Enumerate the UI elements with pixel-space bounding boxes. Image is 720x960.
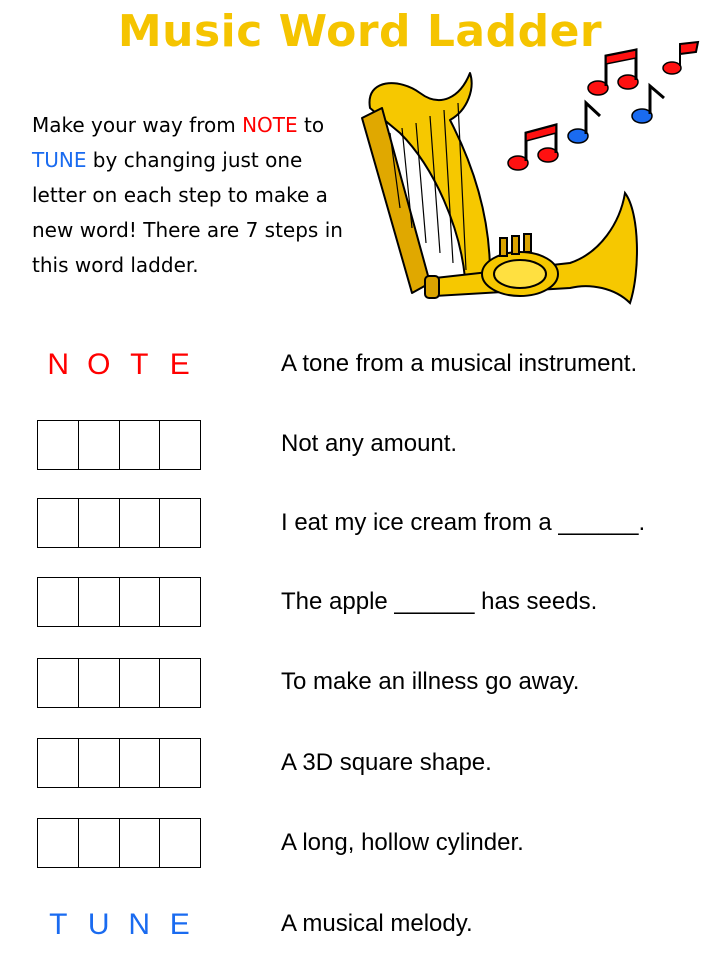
- music-notes-icon: [508, 42, 698, 170]
- clue-7: A long, hollow cylinder.: [281, 829, 524, 856]
- clue-8: A musical melody.: [281, 910, 473, 937]
- page-title: Music Word Ladder: [117, 6, 603, 57]
- clue-6: A 3D square shape.: [281, 749, 492, 776]
- answer-boxes-1[interactable]: [37, 420, 201, 470]
- end-word-inline: TUNE: [32, 148, 87, 172]
- clue-1: A tone from a musical instrument.: [281, 350, 638, 377]
- end-word-letters: T U N E: [49, 908, 190, 941]
- instructions: Make your way from NOTE to TUNE by changing just one letter on each step to make a new word! There are 7 steps in this word ladder.: [32, 113, 343, 277]
- start-word-letters: N O T E: [47, 348, 190, 381]
- answer-boxes-4[interactable]: [37, 658, 201, 708]
- answer-boxes-5[interactable]: [37, 738, 201, 788]
- answer-boxes-2[interactable]: [37, 498, 201, 548]
- answer-boxes-6[interactable]: [37, 818, 201, 868]
- clue-5: To make an illness go away.: [281, 668, 580, 695]
- music-illustration: [340, 38, 710, 308]
- clue-2: Not any amount.: [281, 430, 458, 457]
- clue-3: I eat my ice cream from a ______.: [281, 509, 646, 536]
- start-word-inline: NOTE: [242, 113, 298, 137]
- answer-boxes-3[interactable]: [37, 577, 201, 627]
- harp-icon: [362, 73, 490, 293]
- clue-4: The apple ______ has seeds.: [281, 588, 598, 615]
